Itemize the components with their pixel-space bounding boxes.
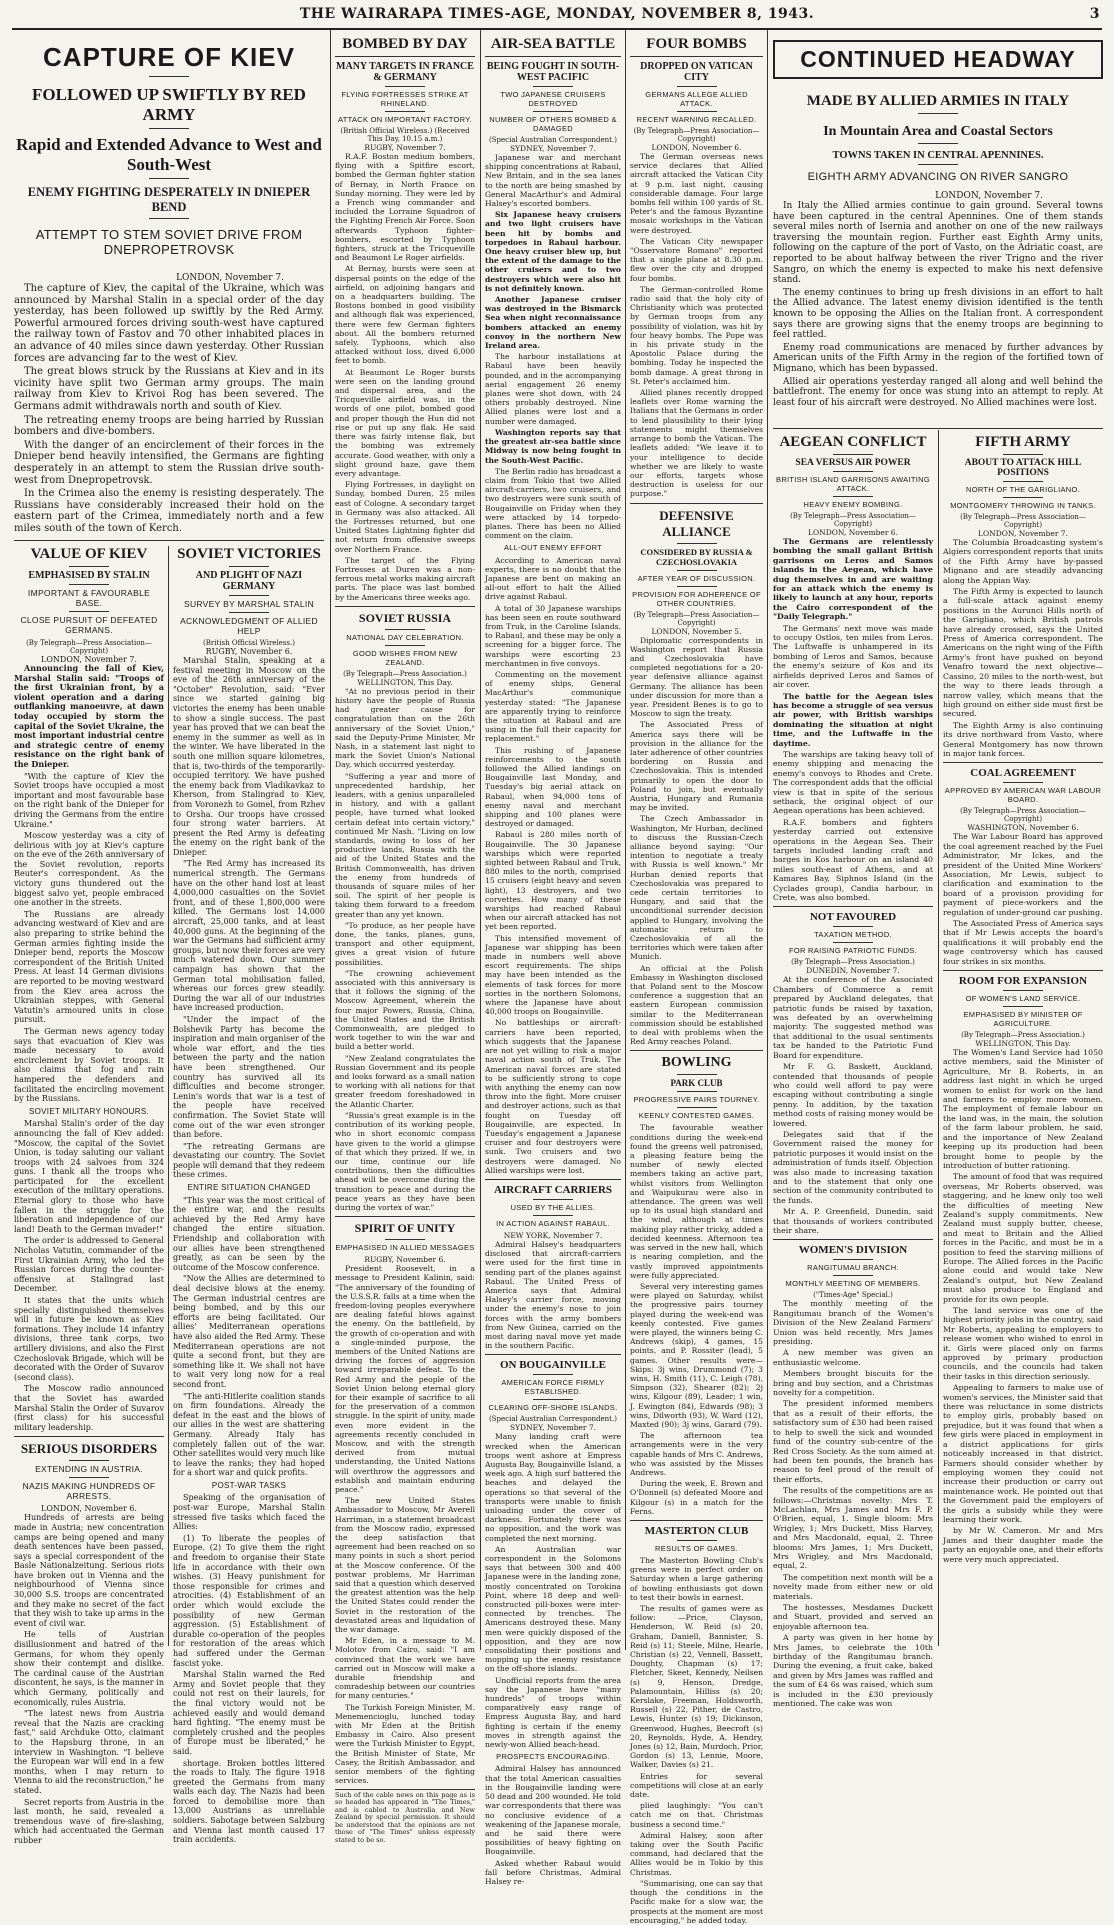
- subheadline: AFTER YEAR OF DISCUSSION.: [637, 573, 756, 583]
- dateline: RUGBY, November 6.: [364, 1255, 446, 1265]
- paragraph: "Russia's great example is in the contribution of its working people, who in short economic compass have given to the world a glimpse of that which they prized. If we, in our time, continue our life contributions, then the difficulties ahead will be overcome during the transition to peace and during the peace years as they have been during the vortex of war.": [335, 1110, 475, 1212]
- paragraph: The Women's Land Service had 1050 active members, said the Minister of Agriculture, Mr B. Roberts, in an address last night in which he urged women to enlist for work on the land and farmers to employ more women. The employment of female labour on the land was, in the main, the solution of the farm labour problem, he said, and the importance of New Zealand keeping up its production had been brought home to people by the introduction of butter rationing.: [943, 1048, 1103, 1170]
- subheadline: RANGITUMAU BRANCH.: [807, 1263, 899, 1273]
- article-body: [14, 283, 324, 534]
- paragraph: The War Labour Board has approved the coal agreement reached by the Fuel Administrator, Mr Ickes, and the president of the United Mine Workers' Association, Mr Lewis, subject to clarification and examination to the board of a provision providing for payment of piece-workers and the regulation of under-ground car pushing.: [943, 832, 1103, 917]
- section-subhead: ENTIRE SITUATION CHANGED: [187, 1183, 311, 1193]
- subheadline: Rapid and Extended Advance to West and South-West: [16, 135, 322, 174]
- paragraph: Rabaul is 280 miles north of Bougainville. The 30 Japanese warships which were reported sighted between Rabaul and Truk, 880 miles to the north, comprised 15 cruisers (eight heavy and seven light), 13 destroyers, and two corvettes. How many of these warships had reached Rabaul when our aircraft attacked has not yet been reported.: [485, 830, 621, 932]
- subheadline: USED BY THE ALLIES.: [510, 1202, 596, 1212]
- page-number: 3: [1089, 6, 1100, 22]
- headline: BOMBED BY DAY: [335, 36, 475, 57]
- article-aircraft-carriers: [485, 1184, 621, 1350]
- subheadline: ENEMY FIGHTING DESPERATELY IN DNIEPER BEND: [27, 185, 311, 214]
- subheadline: In Mountain Area and Coastal Sectors: [823, 124, 1053, 139]
- article-room-for-expansion: [943, 975, 1103, 1564]
- article-aegean-conflict: [773, 434, 933, 902]
- column-divider: [938, 430, 939, 1646]
- paragraph: Moscow yesterday was a city of delirious with joy at Kiev's capture on the eve of the 26th anniversary of the Soviet revolution, reports Reuter's correspondent. As the victory guns thundered out the biggest salvo yet, people embraced one another in the streets.: [14, 831, 164, 908]
- paragraph: This intensified movement of Japanese war shipping has been made in numbers well above escort requirements. The ships may have been intended as the elements of task forces for more sorties in the northern Solomons, where the Japanese have about 40,000 troops on Bougainville.: [485, 933, 621, 1017]
- paragraph: President Roosevelt, in a message to President Kalinin, said: "The anniversary of the founding of the U.S.S.R. falls at a time when the freedom-loving peoples everywhere are dealing fateful blows against the enemy. On the battlefield, by the growth of co-operation and with a single-minded purpose, the members of the United Nations are driving the forces of aggression toward irreparable defeat. To the Red Army and the people of the Soviet Union belong eternal glory for their example of sacrifice to all for the preservation of a common struggle. In the spirit of unity, made even more evident in the agreements recently concluded in Moscow, and with the strength derived from mutual understanding, the United Nations will overthrow the aggressors and establish and maintain enduring peace.": [335, 1264, 475, 1494]
- article-womens-division: [773, 1244, 933, 1708]
- subheadline: NUMBER OF OTHERS BOMBED & DAMAGED: [489, 115, 617, 133]
- paragraph: The harbour installations at Rabaul have been heavily pounded, and in the accompanying aerial engagement 26 enemy planes were shot down, with 24 others probably destroyed. Nine Allied planes were lost and a number were damaged.: [485, 352, 621, 426]
- dateline: LONDON, November 6.: [651, 143, 742, 152]
- subheadline: MONTHLY MEETING OF MEMBERS.: [785, 1279, 921, 1289]
- paragraph: The battle for the Aegean isles has become a struggle of sea versus air power, with British warships dominating the situation at night time, and the Luftwaffe in the daytime.: [773, 691, 933, 748]
- subheadline: AND PLIGHT OF NAZI GERMANY: [195, 570, 303, 592]
- subheadline: BRITISH ISLAND GARRISONS AWAITING ATTACK.: [776, 475, 930, 493]
- headline: MASTERTON CLUB: [644, 1524, 749, 1537]
- paragraph: Six Japanese heavy cruisers and two light cruisers have been hit by bombs and torpedoes in Rabaul harbour. One heavy cruiser blew up, but the extent of the damage to the other cruisers and to two destroyers which were also hit is not definitely known.: [485, 210, 621, 293]
- paragraph: "New Zealand congratulates the Russian Government and its people and looks forward as a small nation to working with all nations for that greater freedom foreshadowed in the Atlantic Charter.: [335, 1053, 475, 1109]
- credit: ("Times-Age" Special.): [813, 1291, 893, 1300]
- dateline: SYDNEY, November 7.: [509, 144, 597, 153]
- paragraph: Diplomatic correspondents in Washington report that Russia and Czechoslovakia have completed negotiations for a 20-year defensive alliance against Germany. The alliance has been under discussion for more than a year. President Benes is to go to Moscow to sign the treaty.: [630, 635, 763, 719]
- paragraph: The land service was one of the highest priority jobs in the country, said Mr Roberts, appealing to employers to release women who wished to enrol in it. Girls were placed only on farms approved by primary production councils, and the councils had taken their tasks in this direction seriously.: [943, 1306, 1103, 1381]
- dateline: LONDON, November 7.: [176, 273, 284, 283]
- subheadline: ABOUT TO ATTACK HILL POSITIONS: [964, 458, 1082, 478]
- article-body: [630, 636, 763, 1047]
- paragraph: The Associated Press of America says that if Mr Lewis accepts the board's qualifications it will probably end the wage controversy which has caused four strikes in six months.: [943, 919, 1103, 966]
- column-divider: [330, 30, 331, 1650]
- dateline: LONDON, November 7.: [41, 655, 137, 664]
- subheadline: NATIONAL DAY CELEBRATION.: [346, 632, 464, 642]
- paragraph: It states that the units which specially distinguished themselves will in future be known as Kiev formations. They include 14 infantry divisions, three tank corps, two artillery divisions, and also the First Czechoslovak Brigade, which will be decorated with the Order of Suvarov (second class).: [14, 1296, 164, 1382]
- paragraph: The great blows struck by the Russians at Kiev and in its vicinity have split two German army groups. The main railway from Kiev to Krivoi Rog has been severed. The Germans admit withdrawals north and south of Kiev.: [14, 366, 324, 412]
- paragraph: The German-controlled Rome radio said that the holy city of Christianity which was protected by German troops from any possibility of violation, was hit by four heavy bombs. The Pope was in his private study in the Apostolic Palace during the bombing. Today he inspected the bomb damage. A great throng in St. Peter's acclaimed him.: [630, 284, 763, 386]
- paragraph: Mr F. G. Baskett, Auckland, contended that thousands of people who could well afford to pay were escaping without contributing a single penny. In addition, by the taxation method costs of raising money would be lowered.: [773, 1062, 933, 1128]
- paragraph: Allied air operations yesterday ranged all along and well behind the battlefront. The enemy for once was stung into an attempt to reply. At least four of his aircraft were destroyed. No Allied machines were lost.: [773, 376, 1103, 408]
- footnote: Such of the cable news on this page as is so headed has appeared in "The Times," and is cabled to Australia and New Zealand by special permission. It should be understood that the opinions are not those of "The Times" unless expressly stated to be so.: [335, 1790, 475, 1845]
- article-body: [943, 832, 1103, 966]
- headline: ROOM FOR EXPANSION: [958, 975, 1088, 988]
- dateline: LONDON, November 7.: [978, 529, 1068, 538]
- paragraph: Admiral Halsey's headquarters disclosed that aircraft-carriers were used for the first time in sending part of the planes against Rabaul. The United Press of America says that Admiral Halsey's carrier force, moving under the enemy's nose to join forces with the army bombers from New Guinea, carried on the most daring naval move yet made in the southern Pacific.: [485, 1239, 621, 1351]
- article-soviet-russia: [335, 611, 475, 1212]
- column-divider: [168, 546, 169, 1646]
- paragraph: "To produce, as her people have done, the tanks, planes, guns, transport and other equipment, gives a great vision of future possibilities.: [335, 920, 475, 967]
- subheadline: TOWNS TAKEN IN CENTRAL APENNINES.: [832, 150, 1044, 161]
- article-body: [630, 152, 763, 499]
- credit: (By Telegraph—Press Association—Copyright): [790, 512, 916, 528]
- article-capture-of-kiev: [14, 36, 324, 536]
- paragraph: Marshal Stalin, speaking at a festival meeting in Moscow on the eve of the 26th anniversary of the "October" Revolution, said: "Ever since we started gaining big victories the enemy has been unable to show a single success. The past year has proved that we can beat the enemy in the summer as well as in the winter. We have liberated in the south one million square kilometres, that is, two-thirds of the temporarily-occupied territory. We have pushed the enemy back from Vladikavkaz to Kherson, from Stalingrad to Kiev, from Voronezh to Gomel, from Rzhev to Orsha. Our troops have crossed four strong water barriers. At present the Red Army is defeating the enemy on the right bank of the Dnieper.: [173, 656, 325, 857]
- paragraph: The Berlin radio has broadcast a claim from Tokio that two Allied aircraft-carriers, two cruisers, and two destroyers were sunk south of Bougainville on Friday when they were attacked by 14 torpedo-planes. There has been no Allied comment on the claim.: [485, 466, 622, 541]
- subheadline: EXTENDING IN AUSTRIA.: [35, 1464, 143, 1475]
- article-body: [943, 1048, 1103, 1564]
- headline: ON BOUGAINVILLE: [499, 1359, 607, 1372]
- article-defensive-alliance: [630, 508, 763, 1047]
- paragraph: At the conference of the Associated Chambers of Commerce a remit prepared by Auckland delegates, that patriotic funds be raised by taxation, was defeated by an overwhelming majority. The suggested method was that additional to the usual sentiments tax be handed to the Patriotic Fund Board for expenditure.: [773, 975, 933, 1060]
- section-subhead: SOVIET MILITARY HONOURS.: [29, 1106, 149, 1116]
- subheadline: ATTEMPT TO STEM SOVIET DRIVE FROM DNEPROPETROVSK: [35, 227, 303, 257]
- paragraph: The Moscow radio announced that the Soviet has awarded Marshal Stalin the Order of Suvarov (first class) for his successful military leadership.: [14, 1384, 164, 1432]
- subheadline: IMPORTANT & FAVOURABLE BASE.: [27, 588, 151, 608]
- paragraph: An Australian war correspondent in the Solomons says that between 300 and 400 Japanese were in the landing zone, mostly concentrated on Torokina Point, where 18 deep and well-constructed pill-boxes were inter-connected by trenches. The Americans destroyed these. Many men were quickly disposed of the opposition, and they are now consolidating their positions and mopping up the enemy resistance on the off-shore islands.: [485, 1544, 621, 1674]
- article-body: [485, 153, 621, 1175]
- paragraph: The favourable weather conditions during the week-end found the greens well patronised, a pleasing feature being the number of newly elected members taking an active part, whilst visitors from Wellington and Waipukurau were also in attendance. The green was well up to its usual high standard and the wind, although at times making play rather tricky, added a decided keenness. Afternoon tea was served in the new hall, which is nearing completion, and the vastly improved appointments were fully appreciated.: [630, 1123, 763, 1280]
- paragraph: A party was given in her home by Mrs James, to celebrate the 10th birthday of the Rangitumau branch. During the evening, a fruit cake, baked and given by Mrs James was raffled and the sum of £4 6s was raised, which sum is included in the £30 previously mentioned. The cake was won: [773, 1633, 933, 1709]
- paragraph: "The crowning achievement associated with this anniversary is that it follows the signing of the Moscow Agreement, wherein the four major Powers, Russia, China, the United States and the British Commonwealth, are pledged to work together to win the war and build a better world.: [335, 968, 475, 1052]
- paragraph: "Suffering a year and more of unprecedented hardship, her leaders, with a genius unparalleled in history, and with a gallant people, have turned what looked certain defeat into certain victory," continued Mr Nash. "Living on low standards, owing to loss of her productive lands, Russia with the aid of the United States and the British Commonwealth, has driven the enemy from hundreds of thousands of square miles of her soil. The spirit of her people is taking them forward to a freedom greater than any yet known.: [335, 771, 475, 919]
- paragraph: Unofficial reports from the area say the Japanese have "many hundreds" of troops within comparatively easy range of Empress Augusta Bay, and hard fighting is certain if the enemy moves in strength against the newly-won Allied beach-head.: [485, 1675, 621, 1750]
- column-5: [630, 36, 763, 1925]
- newspaper-title: THE WAIRARAPA TIMES-AGE, MONDAY, NOVEMBER 8, 1943.: [299, 6, 815, 22]
- paragraph: At Beaumont Le Roger bursts were seen on the landing ground and dispersal area, and the Tricqueville airfield was, in the words of one pilot, bombed good and proper though the Hun did not rise or put up any flak. He said there was fairly intense flak, but the bombing was extremely accurate. Good weather, with only a slight ground haze, gave them every advantage.: [335, 367, 475, 478]
- article-serious-disorders: [14, 1441, 164, 1845]
- paragraph: "The latest news from Austria reveal that the Nazis are cracking fast," said Archduke Otto, claimant to the Hapsburg throne, in an interview in Washington. "I believe the European war will end in a few months, when I may return to Vienna to aid the reconstruction," he stated.: [14, 1709, 164, 1795]
- paragraph: The results of the competitions are as follows:—Christmas novelty: Mrs T. McLachlan, Mrs James and Mrs F. P. O'Brien, equal, 1. Single bloom: Mrs Wrigley, 1; Mrs Duckett, Miss Harvey, and Mrs Macdonald, equal, 2. Three blooms: Mrs James, 1; Mrs Duckett, Mrs Wrigley, and Mrs Macdonald, equal, 2.: [773, 1486, 933, 1571]
- dateline: WELLINGTON, This Day.: [975, 1039, 1071, 1049]
- subheadline: RECENT WARNING RECALLED.: [636, 115, 757, 124]
- credit: (By Telegraph—Press Association—Copyright): [633, 610, 760, 627]
- headline: FOUR BOMBS: [630, 36, 763, 57]
- headline: AEGEAN CONFLICT: [779, 434, 927, 450]
- paragraph: During the week, E. Brown and O'Donnell (s) defeated Moore and Kilgour (s) in a match for the Ferns.: [630, 1479, 763, 1516]
- column-6: [773, 434, 933, 1709]
- article-not-favoured: [773, 911, 933, 1235]
- subheadline: TWO JAPANESE CRUISERS DESTROYED: [500, 90, 606, 108]
- paragraph: This rushing of Japanese reinforcements to the south followed the Allied landings on Bougainville last Monday, and Tuesday's big aerial attack on Rabaul, when 94,000 tons of enemy naval and merchant shipping and 100 planes were destroyed or damaged.: [485, 745, 621, 829]
- credit: (Special Australian Correspondent.): [489, 1415, 617, 1424]
- subheadline: CLEARING OFF-SHORE ISLANDS.: [488, 1403, 618, 1413]
- paragraph: Enemy road communications are menaced by further advances by American units of the Fifth Army in the region of the fortified town of Mignano, which has been bypassed.: [773, 342, 1103, 374]
- dateline: SYDNEY, November 7.: [509, 1423, 597, 1433]
- subheadline: SURVEY BY MARSHAL STALIN: [183, 599, 315, 609]
- credit: (By Telegraph—Press Association—Copyright): [26, 639, 152, 655]
- paragraph: The Russians are already advancing westward of Kiev and are also preparing to strike behind the German armies fighting inside the Dnieper bend, reports the Moscow correspondent of the British United Press. At least 14 German divisions are reported to be moving westward from the Kiev area across the Ukrainian steppes, with General Vatutin's armoured units in close pursuit.: [14, 909, 164, 1025]
- column-divider: [767, 30, 768, 1650]
- section-subhead: ALL-OUT ENEMY EFFORT: [503, 543, 603, 553]
- paragraph: Commenting on the movement of enemy ships, General MacArthur's communique yesterday stated: "The Japanese are apparently trying to reinforce the situation at Rabaul and are using in the full their capacity for replacement.": [485, 669, 621, 744]
- paragraph: At Bernay, bursts were seen at dispersal points on the edge of the airfield, on adjoining hangars and on a headquarters building. The Bostons bombed in good visibility and although flak was experienced, there were few German fighters about. All the bombers returned safely. Typhoons, which also attacked without loss, dived 6,000 feet to bomb.: [335, 264, 475, 366]
- credit: (By Telegraph—Press Association.): [343, 669, 467, 678]
- article-body: [173, 656, 325, 1845]
- dateline: LONDON, November 5.: [651, 626, 742, 636]
- headline: VALUE OF KIEV: [30, 546, 148, 562]
- article-coal-agreement: [943, 767, 1103, 966]
- column-divider: [480, 30, 481, 1650]
- article-body: [14, 664, 164, 1432]
- paragraph: The results of games were as follow: —Price, Clayson, Henderson, W. Reid (s) 20, Graham, Daniell, Bannister, S. Reid (s) 11; Steele, Milne, Hearle, Christian (s) 22, Vennell, Bassett, Doughty, Chapman (s) 17; Fletcher, Skeet, Kennedy, Neilsen (s) 9, Henson, Dredge, Palamountain, Hilliss (s) 20; Kerslake, Freeman, Holdsworth, Russell (s) 22, Pither, de Castro, Lewis, Hunter (s) 19; Dickinson, Greenwood, Hughes, Beecroft (s) 20, Reynolds, Hyde, A. Hendry, Jones (s) 12, Bain, Murdoch, Prior, Gordon (s) 13, Lennie, Moore, Walker, Davies (s) 21.: [630, 1604, 763, 1770]
- paragraph: Admiral Halsey, soon after taking over the South Pacific command, had declared that the Allies would be in Tokio by this Christmas.: [630, 1830, 763, 1877]
- paragraph: Several very interesting games were played on Saturday, whilst the progressive pairs tourney played during the week-end was keenly contested. Five games were played, the winners being C. Andrews (skip), 4 games, 15 points, and P. Rossiter (lead), 5 games. Other results were—Skips: 3j wins, Drummond (7); 3 wins, H. Smith (11), C. Leigh (78), Simpson (32), Shearer (82); 2j wins, Kilgour (89), Leader; 1 win, J. Ewington (84), Edwards (98); 3 wins, Dilworth (93), W. Ward (12), Maxted (90); 3j wins, Garard (79).: [630, 1281, 763, 1429]
- paragraph: "With the capture of Kiev the Soviet troops have occupied a most important and most favourable base on the right bank of the Dnieper for driving the Germans from the entire Ukraine.": [14, 771, 164, 829]
- headline: AIRCRAFT CARRIERS: [493, 1183, 613, 1196]
- paragraph: The warships are taking heavy toll of enemy shipping and menacing the enemy's convoys to Rhodes and Crete. The correspondent adds that the official view is that in spite of the serious setback, the original object of our Aegean operations has been achieved.: [773, 749, 933, 816]
- article-masterton-club: [630, 1525, 763, 1925]
- subheadline: APPROVED BY AMERICAN WAR LABOUR BOARD.: [944, 786, 1102, 805]
- subheadline: GOOD WISHES FROM NEW ZEALAND.: [352, 648, 458, 667]
- paragraph: The hostesses, Mesdames Duckett and Stuart, provided and served an enjoyable afternoon tea.: [773, 1603, 933, 1631]
- credit: (Special Australian Correspondent.): [489, 136, 617, 144]
- headline: CAPTURE OF KIEV: [43, 42, 295, 72]
- paragraph: The Germans' next move was made to occupy Ostlos, ten miles from Leros. The Luftwaffe is unhampered in its bombing of Leros and Samos, because the enemy's seizure of Kos and its airfields deprived Leros and Samos of air cover.: [773, 623, 933, 690]
- subheadline: PROGRESSIVE PAIRS TOURNEY.: [633, 1095, 760, 1105]
- subheadline: EMPHASISED IN ALLIED MESSAGES: [335, 1243, 475, 1253]
- paragraph: Washington reports say that the greatest air-sea battle since Midway is now being fought in the South-West Pacific.: [485, 427, 621, 465]
- paragraph: The Vatican City newspaper "Osservatore Romano" reported that a single plane at 8.30 p.m. flew over the city and dropped four bombs.: [630, 236, 763, 283]
- subheadline: MONTGOMERY THROWING IN TANKS.: [950, 501, 1096, 510]
- subheadline: ATTACK ON IMPORTANT FACTORY.: [338, 115, 472, 124]
- paragraph: In Italy the Allied armies continue to gain ground. Several towns have been captured in the central Apennines. One of them stands several miles north of Isernia and another on one of the new railways traversing the mountain region. Further east Eighth Army units, following on the capture of the port of Vasto, on the Adriatic coast, are reported to be about halfway between the river Trigno and the river Sangro, on which the enemy is expected to make his next defensive stand.: [773, 201, 1103, 286]
- subheadline: FOLLOWED UP SWIFTLY BY RED ARMY: [32, 85, 306, 124]
- article-air-sea-battle: [485, 36, 621, 1175]
- dateline: NEW YORK, November 7.: [503, 1230, 603, 1240]
- dateline: LONDON, November 6.: [41, 1504, 137, 1514]
- dateline: DUNEDIN, November 7.: [806, 966, 900, 976]
- subheadline: MANY TARGETS IN FRANCE & GERMANY: [336, 61, 474, 83]
- article-body: [335, 1264, 475, 1785]
- paragraph: The amount of food that was required overseas, Mr Roberts observed, was staggering, and he knew only too well the difficulties of meeting New Zealand's supply commitments. New Zealand must supply butter, cheese, and meat to Britain and the Allied forces in the Pacific, and must be in a position to feed the starving millions of Europe. The Allied forces in the Pacific alone could and would take New Zealand's output, but New Zealand must also produce to England and provide for its own people.: [943, 1172, 1103, 1304]
- dateline: WELLINGTON, This Day.: [357, 677, 453, 687]
- paragraph: "Under the impact of the Bolshevik Party has become the inspiration and main organiser of the whole war effort, and the ties between the party and the nation have been strengthened. Our country has survived all its difficulties and become stronger. Lenin's words that war is a test of the people have received confirmation. The Soviet State will come out of the war even stronger than before.: [173, 1014, 325, 1140]
- article-body: [335, 687, 475, 1212]
- paragraph: The Turkish Foreign Minister, M. Menemencioglu, lunched today with Mr Eden at the British Embassy in Cairo. Also present were the Turkish Minister to Egypt, the British Minister of State, Mr Casey, the British Ambassador, and senior members of the fighting services.: [335, 1702, 475, 1786]
- dateline: LONDON, November 6.: [808, 528, 898, 537]
- column-4: [485, 36, 622, 1886]
- subheadline: NAZIS MAKING HUNDREDS OF ARRESTS.: [22, 1481, 156, 1502]
- paragraph: "The anti-Hitlerite coalition stands on firm foundations. Already the defeat in the east and the blows of our allies in the west are shattering Germany. Already Italy has completely fallen out of the war. Other satellites would very much like to leave the ranks; they had hoped for a short war and quick profits.: [173, 1391, 325, 1478]
- paragraph: Mr Eden, in a message to M. Molotov from Cairo, said: "I am convinced that the work we have carried out in Moscow will make a durable friendship and comradeship between our countries for many centuries.": [335, 1636, 475, 1701]
- article-body: [335, 152, 475, 602]
- headline: COAL AGREEMENT: [970, 767, 1076, 780]
- credit: (By Telegraph—Press Association—Copyright): [960, 807, 1086, 824]
- credit: (British Official Wireless.): [203, 639, 295, 647]
- paragraph: "The retreating Germans are devastating our country. The Soviet people will demand that they redeem these crimes.: [173, 1141, 325, 1180]
- masthead-rule: [12, 28, 1102, 30]
- headline: AIR-SEA BATTLE: [485, 36, 621, 57]
- headline: CONTINUED HEADWAY: [773, 40, 1103, 79]
- paragraph: The capture of Kiev, the capital of the Ukraine, which was announced by Marshal Stalin in a special order of the day yesterday, has been followed up swiftly by the Red Army. Powerful armoured forces driving south-west have captured the railway town of Fastov and 70 other inhabited places in an advance of 40 miles since dawn yesterday. Other Russian forces are advancing far to the west of Kiev.: [14, 283, 324, 364]
- paragraph: Marshal Stalin warned the Red Army and Soviet people that they could not rest on their laurels, for the final victory would not be achieved easily and would demand hard fighting. "The enemy must be completely crushed and the peoples of Europe must be liberated," he said.: [173, 1670, 325, 1756]
- paragraph: Speaking of the organisation of post-war Europe, Marshal Stalin stressed five tasks which faced the Allies:: [173, 1493, 325, 1532]
- subheadline: RESULTS OF GAMES.: [655, 1543, 738, 1553]
- subheadline: NORTH OF THE GARIGLIANO.: [965, 485, 1081, 494]
- paragraph: R.A.F. bombers and fighters yesterday carried out extensive operations in the Aegean Sea. Their targets included landing craft and barges in Kos harbour on an island 40 miles south-east of Athens, and at Kamares Bay, Siphnos Island (in the Cyclades group), Candia harbour, in Crete, was also bombed.: [773, 817, 933, 903]
- headline: DEFENSIVE ALLIANCE: [659, 507, 734, 539]
- paragraph: Members brought biscuits for the bring and buy section, and a Christmas novelty for a competition.: [773, 1369, 933, 1398]
- paragraph: He tells of Austrian disillusionment and hatred of the Germans, for whom they openly show their contempt and dislike. The cardinal cause of the Austrian discontent, he says, is the manner in which Germany, politically and economically, rules Austria.: [14, 1630, 164, 1707]
- section-rule: [773, 428, 1103, 429]
- headline: FIFTH ARMY: [975, 434, 1071, 450]
- column-7: [943, 434, 1103, 1646]
- subheadline: FOR RAISING PATRIOTIC FUNDS.: [788, 946, 918, 956]
- paragraph: The president informed members that as a result of their efforts, the satisfactory sum of £30 had been raised to help to swell the sick and wounded fund of the country sub-centre of the Red Cross Society. As the sum aimed at had been ten pounds, the branch has reason to feel proud of the result of their efforts.: [773, 1399, 933, 1484]
- article-body: [630, 1123, 763, 1516]
- paragraph: The Eighth Army is also continuing its drive northward from Vasto, where General Montgomery has now thrown in major tank forces.: [943, 720, 1103, 758]
- dateline: WASHINGTON, November 6.: [967, 823, 1079, 833]
- paragraph: The new United States Ambassador to Moscow, Mr Averell Harriman, in a statement broadcast from the Moscow radio, expressed the deep satisfaction that agreement had been reached on so many points in such a short period at the Moscow conference. Of the postwar problems, Mr Harriman said that a question which deserved the greatest attention was the help the United States could render the Soviet in the restoration of the devastated areas and liquidation of the war damage.: [335, 1496, 475, 1635]
- subheadline: TAXATION METHOD.: [814, 930, 892, 940]
- dateline: LONDON, November 7.: [935, 191, 1043, 201]
- subheadline: CONSIDERED BY RUSSIA & CZECHOSLOVAKIA: [640, 546, 753, 567]
- section-rule: [14, 540, 324, 541]
- credit: (By Telegraph—Press Association.): [961, 1031, 1085, 1040]
- paragraph: The enemy continues to bring up fresh divisions in an effort to halt the Allied advance. The latest enemy division identified is the tenth known to be opposing the Allies on the Italian front. A correspondent says there are growing signs that the enemy troops are beginning to feel rattled.: [773, 287, 1103, 341]
- paragraph: The retreating enemy troops are being harried by Russian bombers and dive-bombers.: [14, 414, 324, 438]
- article-bowling: [630, 1055, 763, 1516]
- paragraph: "The Red Army has increased its numerical strength. The Germans have on the other hand lost at least 4,000,000 casualties on the Soviet front, and of these 1,800,000 were killed. The Germans lost 14,000 aircraft, 25,000 tanks, and at least 40,000 guns. At the beginning of the war the Germans had sufficient army groups, but now their forces are very much watered down. Our summer campaign has shown that the German total mobilisation failed, whereas our forces grew steadily. During the war all of our industries have increased production.: [173, 859, 325, 1013]
- paragraph: (1) To liberate the peoples of Europe. (2) To give them the right and freedom to organise their State life in accordance with their own wishes. (3) Heavy punishment for those responsible for crimes and atrocities. (4) Establishment of an order which would exclude the possibility of new German aggression. (5) Establishment of durable co-operation of the peoples for restoration of the areas which had suffered under the German fascist yoke.: [173, 1533, 325, 1668]
- paragraph: The German overseas news service declares that Allied aircraft attacked the Vatican City at 9 p.m. last night, causing considerable damage. Four large bombs fell within 100 yards of St. Peter's and the famous Byzantine mosaic workshops in the Vatican were destroyed.: [630, 152, 763, 235]
- paragraph: Secret reports from Austria in the last month, he said, revealed a tremendous wave of fire-slashing, which had accentuated the German rubber: [14, 1797, 164, 1845]
- subheadline: GERMANS ALLEGE ALLIED ATTACK.: [645, 90, 748, 108]
- paragraph: Hundreds of arrests are being made in Austria; new concentration camps are being opened and many death sentences have been passed, says a special correspondent of the Basle Nationalzeitung. Serious riots have broken out in Vienna and the neighbourhood of Vienna since 30,000 S.S. troops are concentrated and they make no secret of the fact that they wish to take up arms in the event of civil war.: [14, 1513, 164, 1628]
- article-continued-headway: [773, 36, 1103, 426]
- paragraph: Announcing the fall of Kiev, Marshal Stalin said: "Troops of the first Ukrainian front, by a violent operation and a daring outflanking manoeuvre, at dawn today occupied by storm the capital of the Soviet Ukraine, the most important industrial centre and strategic centre of enemy resistance on the right bank of the Dnieper.: [14, 663, 164, 769]
- paragraph: Flying Fortresses, in daylight on Sunday, bombed Duren, 25 miles east of Cologne. A secondary target in Germany was also attacked. All the Fortresses returned, but one United States Lightning fighter did not return from offensive sweeps over Northern France.: [335, 480, 475, 554]
- paragraph: Marshal Stalin's order of the day announcing the fall of Kiev added: "Moscow, the capital of the Soviet Union, is today saluting our valiant troops with 24 salvoes from 324 guns. I thank all the troops who participated for the excellent execution of the military operations. Eternal glory to those who have fallen in the struggle for the liberation and independence of our land! Death to the German invader!": [14, 1119, 164, 1234]
- paragraph: The Czech Ambassador in Washington, Mr Hurban, declined to discuss the Russian-Czech alliance beyond saying: "Our intention to negotiate a treaty with Russia is well known." Mr Hurban denied reports that Czechoslovakia was prepared to cede certain territories to Hungary, and said that the unconditional surrender decision applied to Hungary, involving the automatic return to Czechoslovakia of all the territories which were taken after Munich.: [630, 814, 763, 962]
- subheadline: CLOSE PURSUIT OF DEFEATED GERMANS.: [20, 615, 158, 635]
- credit: (By Telegraph—Press Association.): [791, 958, 915, 967]
- article-body: [773, 201, 1103, 408]
- subheadline: PARK CLUB: [670, 1078, 723, 1089]
- article-body: [485, 1432, 621, 1886]
- headline: SERIOUS DISORDERS: [20, 1441, 158, 1457]
- paragraph: Appealing to farmers to make use of women's services, the Minister said that there was reluctance in some districts to employ girls, probably based on prejudice, but it was found that when a few girls were placed in employment in a district applications for girls noticeably increased in that district. Farmers should consider whether by employing women they could not increase their production or carry out maintenance work. He pointed out that the Government paid the employers of the girls a subsidy while they were learning their work.: [943, 1383, 1103, 1524]
- article-fifth-army: [943, 434, 1103, 758]
- paragraph: Entries for several competitions will close at an early date.: [630, 1771, 763, 1800]
- headline: BOWLING: [661, 1055, 732, 1071]
- article-soviet-victories: [173, 546, 325, 1845]
- article-body: [773, 537, 933, 902]
- paragraph: by Mr W. Cameron. Mr and Mrs James and their daughter made the party an enjoyable one, and their efforts were very much appreciated.: [943, 1526, 1103, 1564]
- paragraph: The Fifth Army is expected to launch a full-scale attack against enemy positions in the Aurunci Hills north of the Garigliano, which British patrols have already crossed, says the United Press of America correspondent. The Americans on the right wing of the Fifth Army's front have pushed on beyond Venafro toward the next objective—Cassino, 20 miles to the north-west, but the way to there leads through a narrow valley, which means that the high ground on either side must first be secured.: [943, 587, 1103, 719]
- paragraph: No battleships or aircraft-carriers have been reported, which suggests that the Japanese are not yet willing to risk a major naval action south of Truk. The American naval forces are stated to be sufficiently strong to cope with anything the enemy can now throw into the fight. More cruiser and destroyer actions, such as that fought on Tuesday off Bougainville, are expected. In Tuesday's engagement a Japanese cruiser and four destroyers were sunk. Two cruisers and two destroyers were damaged. No Allied warships were lost.: [485, 1018, 621, 1175]
- article-body: [773, 1299, 933, 1708]
- headline: SOVIET VICTORIES: [177, 546, 321, 562]
- subheadline: ACKNOWLEDGMENT OF ALLIED HELP: [180, 616, 318, 636]
- paragraph: An official at the Polish Embassy in Washington disclosed that Poland sent to the Moscow conference a suggestion that an eastern European commission similar to the Mediterranean commission should be established to deal with problems when the Red Army reaches Poland.: [630, 963, 763, 1047]
- article-body: [14, 1513, 164, 1845]
- credit: (British Official Wireless.) (Received This Day, 10.15 a.m.): [340, 127, 470, 143]
- paragraph: shortage. Broken bottles littered the roads to Italy. The figure 1918 greeted the Germans from many walls each day. The Nazis had been forced to demobilise more than 13,000 Austrians as unreliable soldiers. Sabotage between Salzburg and Vienna last month caused 17 train accidents.: [173, 1758, 325, 1845]
- subheadline: HEAVY ENEMY BOMBING.: [803, 500, 903, 509]
- subheadline: OF WOMEN'S LAND SERVICE.: [965, 994, 1081, 1004]
- subheadline: BEING FOUGHT IN SOUTH-WEST PACIFIC: [486, 61, 620, 83]
- masthead: [0, 4, 1114, 26]
- subheadline: EIGHTH ARMY ADVANCING ON RIVER SANGRO: [807, 171, 1069, 183]
- paragraph: The Columbia Broadcasting system's Algiers correspondent reports that units of the Fifth Army have by-passed Mignano and are steadily advancing along the Appian Way.: [943, 538, 1103, 585]
- subheadline: PROVISION FOR ADHERENCE OF OTHER COUNTRIES.: [632, 589, 761, 608]
- paragraph: "This year was the most critical of the entire war, and the results achieved by the Red Army have changed the entire situation. Friendship and collaboration with our allies have been strengthened greatly, as can be seen by the outcome of the Moscow conference.: [173, 1195, 325, 1272]
- paragraph: The monthly meeting of the Rangitumau branch of the Women's Division of the New Zealand Farmers' Union was held recently, Mrs James presiding.: [773, 1299, 933, 1347]
- credit: (By Telegraph—Press Association—Copyright): [633, 127, 760, 143]
- subheadline: SEA VERSUS AIR POWER: [795, 458, 911, 468]
- article-value-of-kiev: [14, 546, 164, 1845]
- paragraph: The Associated Press of America says there will be provision in the alliance for the later adherence of other countries bordering on Russia and Czechoslovakia. This is intended primarily to open the door to Poland to join, but eventually Austria, Hungary and Rumania may be invited.: [630, 720, 763, 813]
- section-subhead: POST-WAR TASKS: [211, 1480, 287, 1490]
- subheadline: EMPHASISED BY STALIN: [28, 570, 150, 581]
- article-body: [943, 538, 1103, 758]
- paragraph: R.A.F. Boston medium bombers, flying with a Spitfire escort, bombed the German fighter station of Bernay, in North France on Sunday morning. They were led by a French wing commander and included the Lorraine Squadron of the Fighting French Air Force. Soon afterwards Typhoon fighter-bombers, escorted by Typhoon fighters, struck at the Tricqueville and Beaumont Le Roger airfields.: [335, 152, 475, 263]
- article-body: [485, 1240, 621, 1350]
- dateline: RUGBY, November 6.: [205, 647, 293, 656]
- paragraph: In the Crimea also the enemy is resisting desperately. The Russians have considerably increased their hold on the eastern part of the Crimea, immediately north and a few miles south of the town of Kerch.: [14, 488, 324, 534]
- article-bombed-by-day: [335, 36, 475, 602]
- paragraph: Japanese war and merchant shipping concentrations at Rabaul, New Britain, and in the sea lanes to the north are being smashed by General MacArthur's and Admiral Halsey's escorted bombers.: [485, 153, 621, 209]
- subheadline: MADE BY ALLIED ARMIES IN ITALY: [806, 93, 1070, 109]
- article-spirit-of-unity: [335, 1221, 475, 1845]
- paragraph: Allied planes recently dropped leaflets over Rome warning the Italians that the Germans in order to lend plausibility to their lying statements might themselves arrange to bomb the Vatican. The leaflets added: "We leave it to your intelligence to decide whether we are likely to waste our efforts, targets whose destruction is useless for our purpose.": [630, 388, 763, 499]
- subheadline: EMPHASISED BY MINISTER OF AGRICULTURE.: [963, 1010, 1083, 1029]
- subheadline: AMERICAN FORCE FIRMLY ESTABLISHED.: [501, 1378, 605, 1397]
- paragraph: plied laughingly: "You can't catch me on that. Christmas business a second time.": [630, 1801, 763, 1829]
- article-on-bougainville: [485, 1359, 621, 1886]
- paragraph: Delegates said that if the Government raised the money for patriotic purposes it would insist on the administration of funds itself. Objection was also made to increasing taxation and to the statement that only one section of the community contributed to the funds.: [773, 1129, 933, 1205]
- paragraph: Mr A. P. Greenfield, Dunedin, said that thousands of workers contributed their share.: [773, 1207, 933, 1235]
- paragraph: "Now the Allies are determined to deal decisive blows at the enemy. The German industrial centres are being bombed, and by this our efforts are being facilitated. Our allies' Mediterranean operations have also aided the Red Army. These Mediterranean operations are not quite a second front, but they are something like it. We shall not have to wait very long now for a real second front.: [173, 1274, 325, 1389]
- subheadline: IN ACTION AGAINST RABAUL.: [496, 1218, 610, 1228]
- credit: (By Telegraph—Press Association—Copyright): [960, 513, 1086, 529]
- column-divider: [625, 30, 626, 1650]
- paragraph: "Summarising, one can say that though the conditions in the Pacific make for a slow war, the prospects at the moment are most encouraging," he added today.: [630, 1878, 763, 1925]
- paragraph: A total of 30 Japanese warships has been seen en route southward from Truk, in the Caroline Islands, to Rabaul, and these may be only a screening for a bigger force. The warships were escorting 23 merchantmen in five convoys.: [485, 603, 621, 668]
- paragraph: The target of the Flying Fortresses at Duren was a non-ferrous metal works making aircraft parts. The place was last bombed by the Americans three weeks ago.: [335, 555, 475, 602]
- headline: NOT FAVOURED: [809, 911, 897, 924]
- article-body: [773, 975, 933, 1235]
- paragraph: Another Japanese cruiser was destroyed in the Bismarck Sea when night reconnaissance bombers attacked an enemy convoy in the northern New Ireland area.: [485, 295, 621, 351]
- subheadline: FLYING FORTRESSES STRIKE AT RHINELAND.: [341, 90, 469, 108]
- paragraph: "At no previous period in their history have the people of Russia had greater cause for congratulation than on the 26th anniversary of the Soviet Union," said the Deputy-Prime Minister, Mr Nash, in a statement last night to mark the Soviet Union's National Day, which occurred yesterday.: [335, 686, 475, 770]
- paragraph: According to American naval experts, there is no doubt that the Japanese are bent on making an all-out effort to halt the Allied drive against Rabaul.: [485, 555, 621, 602]
- column-3: [335, 36, 475, 1845]
- paragraph: Admiral Halsey has announced that the total American casualties in the Bougainville landing were 50 dead and 200 wounded. He told war correspondents that there was no conclusive evidence of a weakening of the Japanese morale, and he said there were possibilities of heavy fighting on Bougainville.: [485, 1764, 621, 1857]
- paragraph: Many landing craft were wrecked when the American troops went ashore at Empress Augusta Bay, Bougainville Island, a week ago. A high surf battered the beaches and delayed the operations so that several of the transports were unable to finish unloading under the cover of darkness. Fortunately there was no opposition, and the work was completed the next morning.: [485, 1432, 621, 1543]
- headline: WOMEN'S DIVISION: [798, 1244, 908, 1257]
- dateline: RUGBY, November 7.: [364, 143, 446, 152]
- paragraph: The German news agency today says that evacuation of Kiev was made necessary to avoid encirclement by Soviet troops. It also claims that fog and rain hampered the defenders and facilitated the encircling movement by the Russians.: [14, 1026, 164, 1104]
- article-four-bombs: [630, 36, 763, 499]
- article-body: [630, 1556, 763, 1925]
- headline: SOVIET RUSSIA: [358, 610, 452, 625]
- headline: SPIRIT OF UNITY: [354, 1221, 456, 1236]
- subheadline: KEENLY CONTESTED GAMES.: [638, 1111, 755, 1121]
- paragraph: The Germans are relentlessly bombing the small gallant British garrisons on Leros and Samos islands in the Aegean, which have dug themselves in and are waiting for an attack which the enemy is likely to launch at any hour, reports the Cairo correspondent of the "Daily Telegraph.": [773, 537, 933, 622]
- paragraph: The competition next month will be a novelty made from either new or old materials.: [773, 1572, 933, 1601]
- paragraph: With the danger of an encirclement of their forces in the Dnieper bend heavily intensified, the Germans are fighting desperately in an attempt to stem the Russian drive south-west from Dnepropetrovsk.: [14, 439, 324, 486]
- paragraph: The afternoon tea arrangements were in the very capable hands of Mrs C. Andrews, who was assisted by the Misses Andrews.: [630, 1431, 763, 1477]
- paragraph: A new member was given an enthusiastic welcome.: [773, 1348, 933, 1367]
- paragraph: Asked whether Rabaul would fall before Christmas, Admiral Halsey re-: [485, 1858, 621, 1886]
- paragraph: The order is addressed to General Nicholas Vatutin, commander of the First Ukrainian Army, who led the Russian forces during the counter-offensive at Stalingrad last December.: [14, 1236, 164, 1294]
- paragraph: The Masterton Bowling Club's greens were in perfect order on Saturday when a large gathering of bowling enthusiasts got down to test their bowls in earnest.: [630, 1555, 763, 1602]
- subheadline: DROPPED ON VATICAN CITY: [640, 61, 753, 83]
- section-subhead: PROSPECTS ENCOURAGING.: [496, 1752, 610, 1762]
